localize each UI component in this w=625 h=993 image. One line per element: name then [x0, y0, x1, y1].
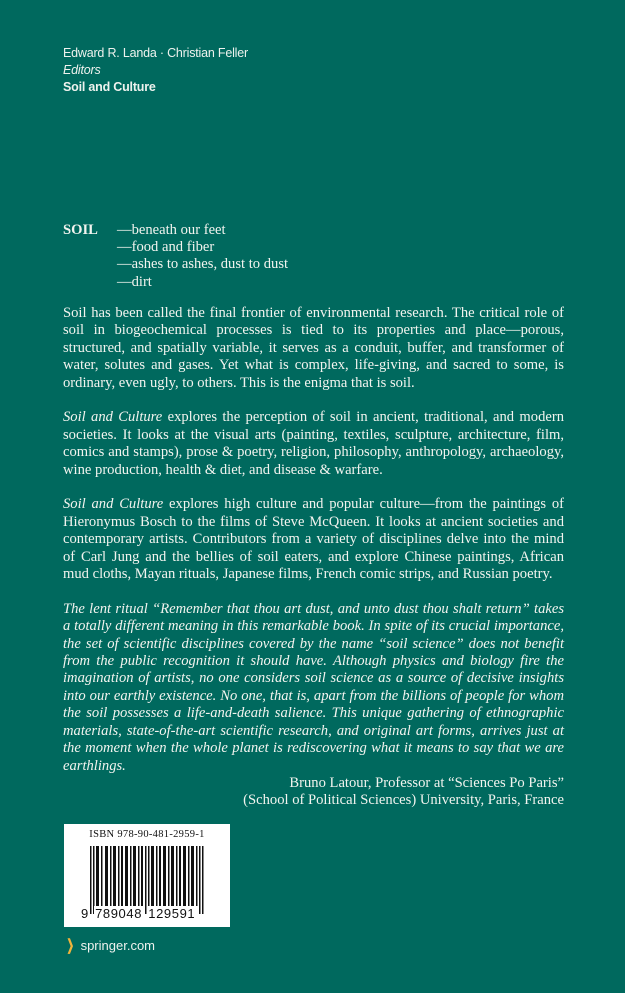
book-title-inline: Soil and Culture: [63, 496, 164, 513]
paragraph-3: [63, 496, 564, 583]
barcode-digits: [80, 906, 196, 921]
digit-group-2: 129591: [148, 906, 196, 921]
soil-word: SOIL: [63, 222, 98, 238]
soil-line: —beneath our feet: [117, 222, 226, 238]
soil-lines: [117, 222, 288, 291]
isbn-barcode: [64, 824, 230, 927]
attribution-line-2: (School of Political Sciences) University, Paris, France: [243, 792, 564, 809]
paragraph-3-text: explores high culture and popular culture—from the paintings of Hieronymus Bosch to the films of Steve McQueen. It looks at ancient societies and contemporary artists. Contributors from a variety of disciplines delve into the mind of Carl Jung and the bellies of soil eaters, and explore Chinese paintings, African mud cloths, Mayan rituals, Japanese films, French comic strips, and Russian poetry.: [63, 496, 564, 583]
barcode-icon: [80, 846, 214, 914]
authors: Edward R. Landa · Christian Feller: [63, 46, 248, 60]
editors-header: [63, 45, 248, 96]
soil-line: —ashes to ashes, dust to dust: [117, 256, 289, 273]
blurb: [63, 305, 564, 810]
paragraph-1: Soil has been called the final frontier of environmental research. The critical role of soil in biogeochemical processes is tied to its properties and place—porous, structured, and spatially variable, it serves as a conduit, buffer, and transformer of water, solutes and gases. Yet what is complex, life-giving, and sacred to some, is ordinary, even ugly, to others. This is the enigma that is soil.: [63, 305, 564, 391]
soil-line: —food and fiber: [117, 239, 215, 256]
springer-link[interactable]: [64, 936, 155, 954]
editors-role: Editors: [63, 63, 101, 77]
isbn-label: ISBN 978-90-481-2959-1: [89, 829, 205, 840]
endorsement-quote: The lent ritual “Remember that thou art dust, and unto dust thou shalt return” takes a totally different meaning in this remarkable book. In spite of its crucial importance, the set of scientific disciplines covered by the name “soil science” does not benefit from the public recognition it should have. Although physics and biology fire the imagination of artists, no one considers soil science as a source of decisive insights into our earthly existence. No one, that is, apart from the billions of people for whom the soil possesses a life-and-death salience. This unique gathering of ethnographic materials, state-of-the-art scientific research, and original art forms, arrives just at the moment when the whole planet is rediscovering what it means to say that we are earthlings.: [63, 600, 564, 774]
attribution-line-1: Bruno Latour, Professor at “Sciences Po Paris”: [289, 774, 564, 791]
book-title-inline: Soil and Culture: [63, 409, 163, 426]
paragraph-2-text: explores the perception of soil in ancient, traditional, and modern societies. It looks at the visual arts (painting, textiles, sculpture, architecture, film, comics and stamps), prose & poetry, religion, philosophy, anthropology, archaeology, wine production, health & diet, and disease & warfare.: [63, 409, 564, 478]
soil-line: —dirt: [117, 273, 152, 290]
book-title: Soil and Culture: [63, 80, 156, 94]
digit-prefix: 9: [81, 906, 89, 921]
springer-url[interactable]: springer.com: [80, 937, 155, 953]
soil-epigraph: [63, 222, 288, 291]
chevron-right-icon: ❯: [66, 937, 75, 954]
quote-attribution: [63, 775, 564, 810]
digit-group-1: 789048: [95, 906, 143, 921]
paragraph-2: [63, 409, 564, 479]
